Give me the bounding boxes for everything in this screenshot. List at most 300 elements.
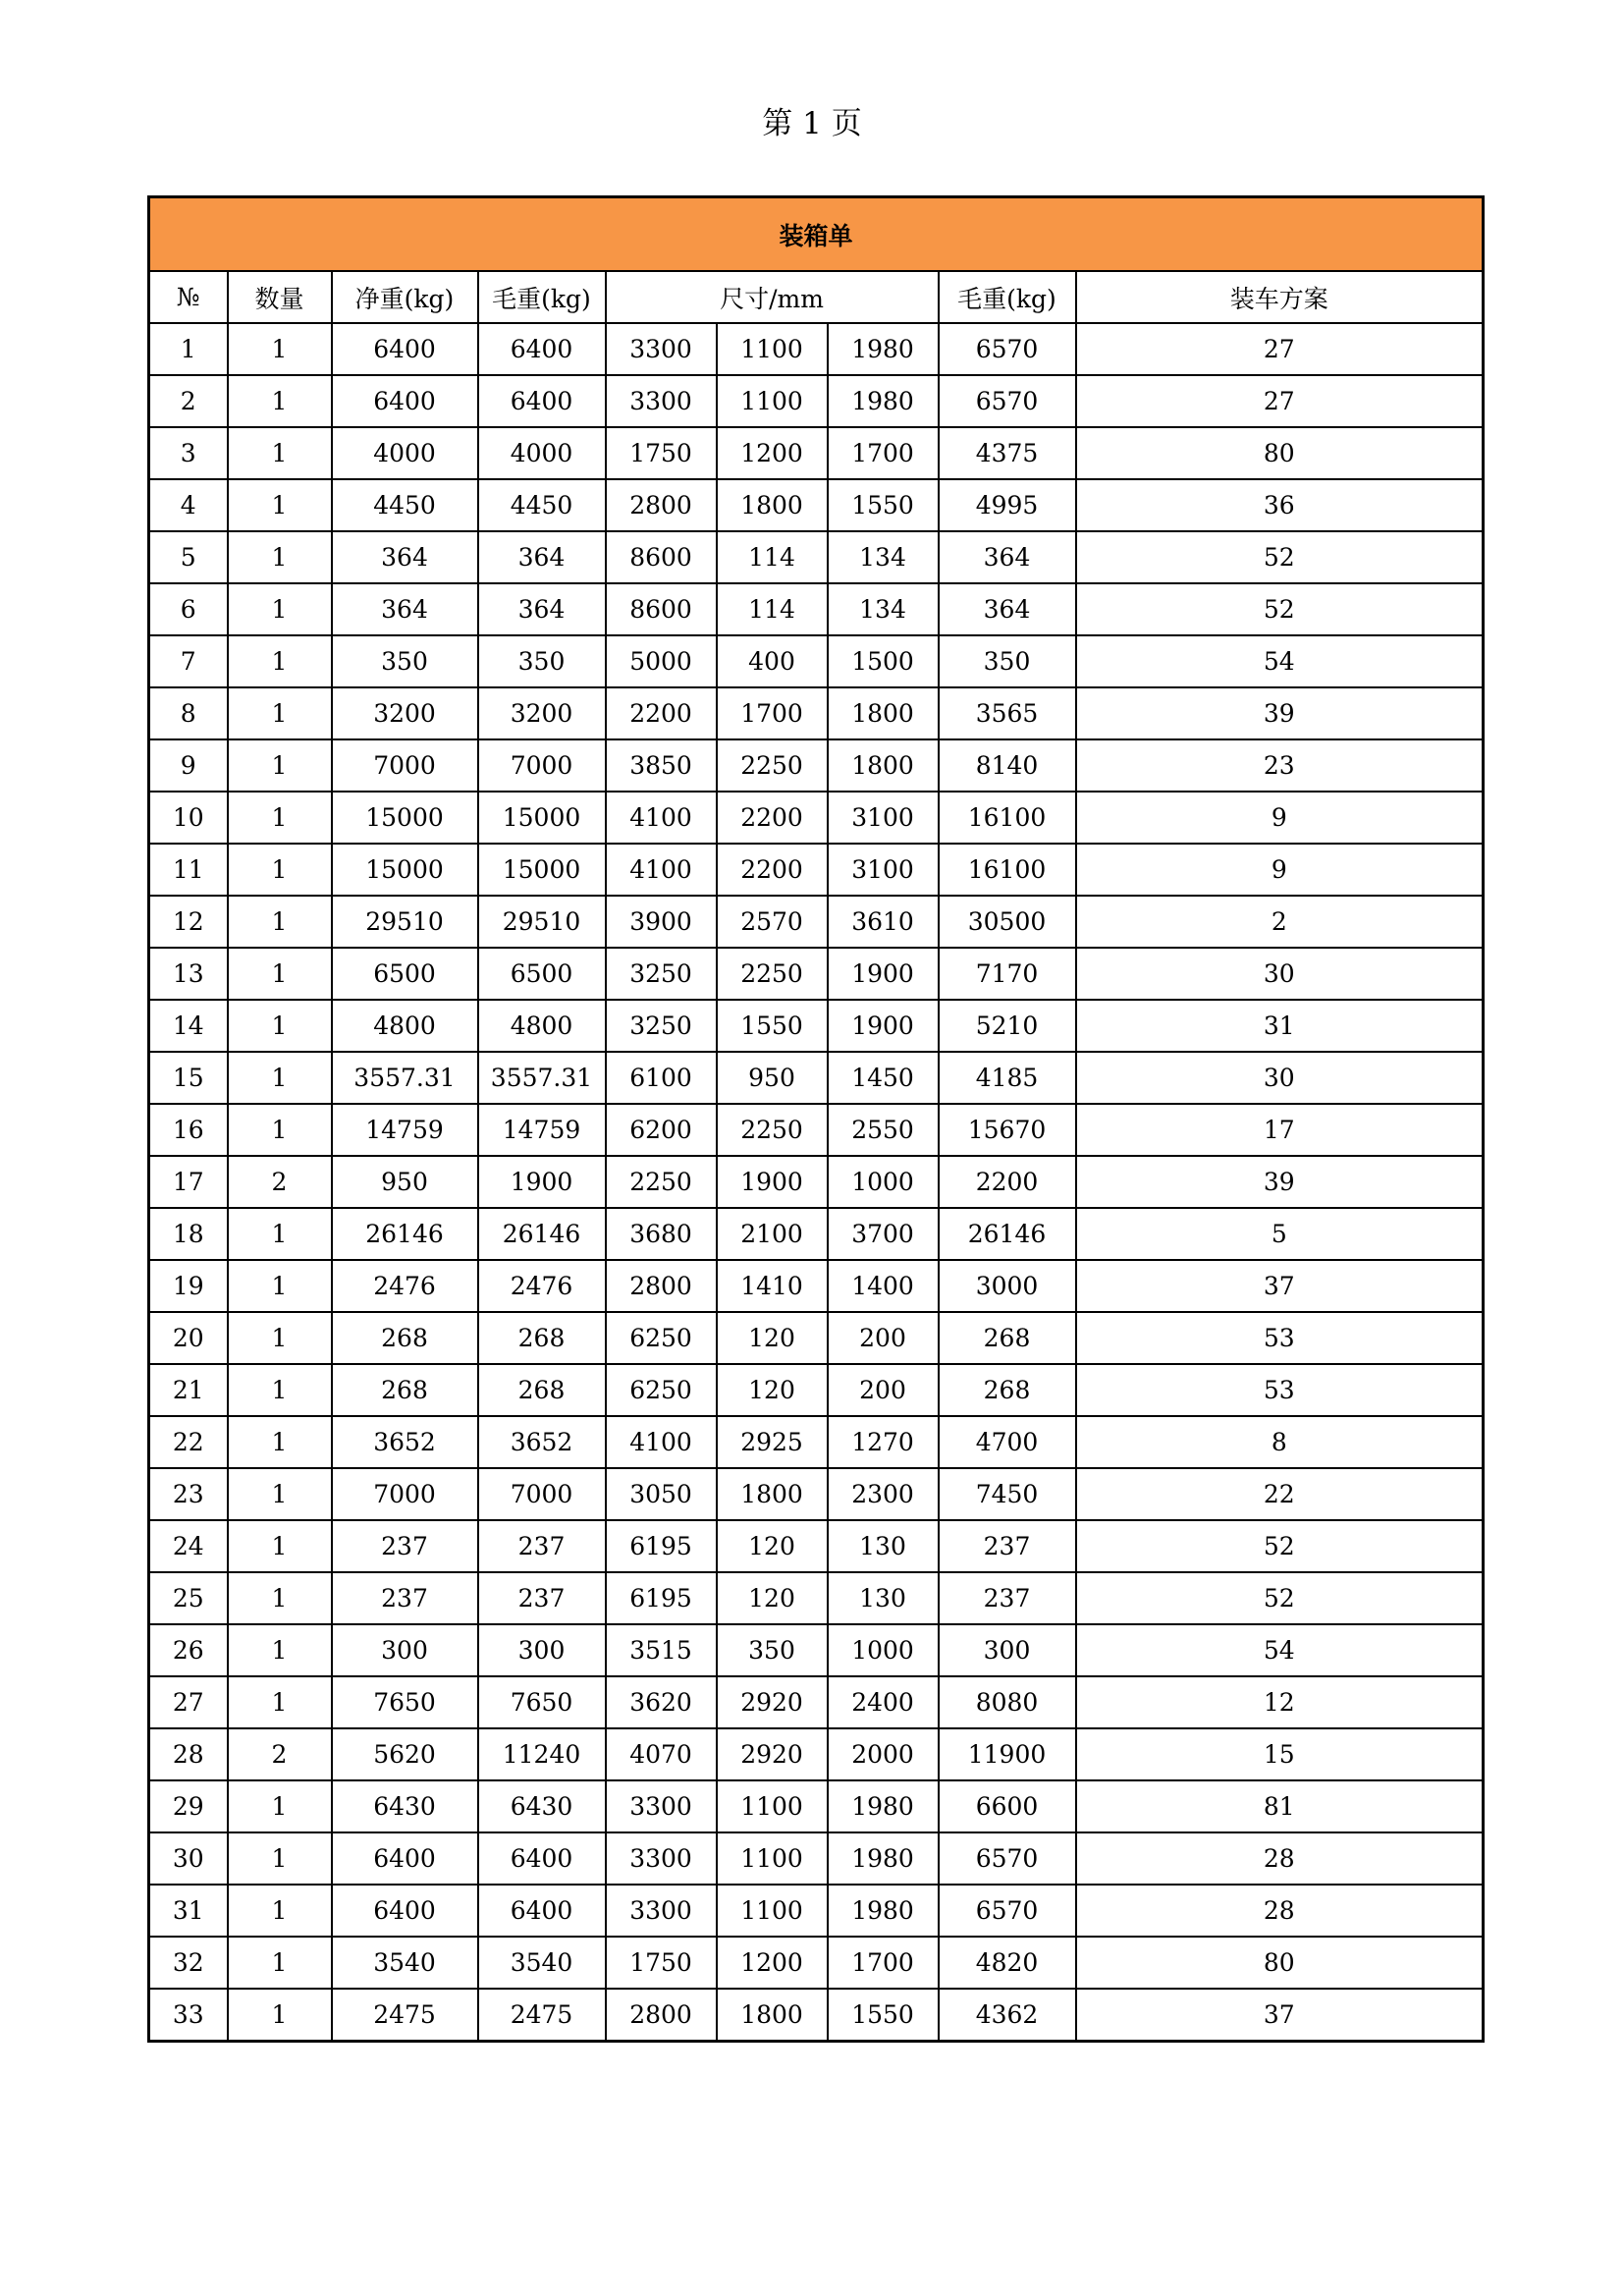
cell-loading-plan: 36 (1076, 479, 1484, 531)
cell-width: 1800 (717, 1989, 828, 2042)
header-gross-weight: 毛重(kg) (478, 271, 606, 323)
cell-length: 4070 (606, 1728, 717, 1780)
cell-loading-plan: 52 (1076, 531, 1484, 583)
cell-net-weight: 7000 (332, 739, 478, 792)
cell-net-weight: 3557.31 (332, 1052, 478, 1104)
table-row (149, 1312, 1484, 1364)
cell-width: 1800 (717, 1468, 828, 1520)
cell-loading-plan: 30 (1076, 1052, 1484, 1104)
table-row (149, 1364, 1484, 1416)
cell-quantity: 1 (228, 1000, 332, 1052)
table-row (149, 1260, 1484, 1312)
cell-height: 130 (828, 1572, 939, 1624)
cell-length: 3300 (606, 375, 717, 427)
cell-number: 4 (149, 479, 228, 531)
table-row (149, 427, 1484, 479)
cell-quantity: 1 (228, 844, 332, 896)
cell-quantity: 1 (228, 687, 332, 739)
cell-width: 120 (717, 1312, 828, 1364)
cell-loading-plan: 37 (1076, 1989, 1484, 2042)
cell-length: 3300 (606, 323, 717, 375)
cell-loading-plan: 31 (1076, 1000, 1484, 1052)
header-quantity: 数量 (228, 271, 332, 323)
cell-quantity: 1 (228, 1520, 332, 1572)
cell-gross-weight-2: 268 (939, 1312, 1076, 1364)
cell-height: 1900 (828, 1000, 939, 1052)
cell-width: 1100 (717, 1885, 828, 1937)
cell-length: 4100 (606, 1416, 717, 1468)
cell-height: 200 (828, 1364, 939, 1416)
cell-length: 4100 (606, 792, 717, 844)
cell-quantity: 1 (228, 479, 332, 531)
header-loading-plan: 装车方案 (1076, 271, 1484, 323)
cell-height: 1900 (828, 948, 939, 1000)
table-row (149, 1156, 1484, 1208)
cell-quantity: 1 (228, 427, 332, 479)
cell-quantity: 1 (228, 1624, 332, 1676)
cell-gross-weight: 364 (478, 583, 606, 635)
cell-width: 400 (717, 635, 828, 687)
cell-length: 2800 (606, 479, 717, 531)
table-row (149, 531, 1484, 583)
cell-number: 9 (149, 739, 228, 792)
cell-loading-plan: 53 (1076, 1312, 1484, 1364)
cell-loading-plan: 52 (1076, 1520, 1484, 1572)
cell-gross-weight-2: 30500 (939, 896, 1076, 948)
cell-width: 2100 (717, 1208, 828, 1260)
cell-loading-plan: 27 (1076, 323, 1484, 375)
cell-number: 12 (149, 896, 228, 948)
cell-gross-weight: 6400 (478, 1885, 606, 1937)
cell-quantity: 1 (228, 1832, 332, 1885)
cell-loading-plan: 23 (1076, 739, 1484, 792)
cell-gross-weight-2: 268 (939, 1364, 1076, 1416)
cell-quantity: 1 (228, 792, 332, 844)
cell-gross-weight-2: 16100 (939, 792, 1076, 844)
cell-length: 2800 (606, 1989, 717, 2042)
cell-loading-plan: 27 (1076, 375, 1484, 427)
cell-length: 1750 (606, 1937, 717, 1989)
table-title-row (149, 197, 1484, 272)
cell-gross-weight: 6500 (478, 948, 606, 1000)
cell-length: 3620 (606, 1676, 717, 1728)
cell-length: 8600 (606, 531, 717, 583)
cell-quantity: 1 (228, 635, 332, 687)
cell-height: 2550 (828, 1104, 939, 1156)
cell-length: 2200 (606, 687, 717, 739)
cell-length: 3050 (606, 1468, 717, 1520)
cell-net-weight: 6400 (332, 1885, 478, 1937)
cell-gross-weight-2: 11900 (939, 1728, 1076, 1780)
cell-gross-weight-2: 350 (939, 635, 1076, 687)
cell-width: 2920 (717, 1728, 828, 1780)
table-body (149, 323, 1484, 2042)
cell-number: 19 (149, 1260, 228, 1312)
cell-gross-weight-2: 6570 (939, 323, 1076, 375)
table-row (149, 896, 1484, 948)
cell-number: 8 (149, 687, 228, 739)
table-row (149, 635, 1484, 687)
cell-gross-weight: 364 (478, 531, 606, 583)
cell-gross-weight-2: 4375 (939, 427, 1076, 479)
cell-height: 1270 (828, 1416, 939, 1468)
cell-width: 2920 (717, 1676, 828, 1728)
table-row (149, 1885, 1484, 1937)
cell-net-weight: 14759 (332, 1104, 478, 1156)
cell-net-weight: 6400 (332, 1832, 478, 1885)
cell-width: 120 (717, 1572, 828, 1624)
cell-height: 1800 (828, 687, 939, 739)
cell-gross-weight: 4000 (478, 427, 606, 479)
cell-gross-weight: 2475 (478, 1989, 606, 2042)
table-row (149, 687, 1484, 739)
cell-height: 2000 (828, 1728, 939, 1780)
cell-quantity: 1 (228, 1312, 332, 1364)
table-row (149, 1676, 1484, 1728)
table-row (149, 1208, 1484, 1260)
cell-number: 24 (149, 1520, 228, 1572)
cell-gross-weight: 300 (478, 1624, 606, 1676)
cell-gross-weight-2: 6570 (939, 1832, 1076, 1885)
cell-net-weight: 7650 (332, 1676, 478, 1728)
cell-loading-plan: 15 (1076, 1728, 1484, 1780)
cell-gross-weight: 268 (478, 1312, 606, 1364)
table-row (149, 1520, 1484, 1572)
cell-gross-weight: 6400 (478, 1832, 606, 1885)
cell-height: 1700 (828, 427, 939, 479)
cell-loading-plan: 5 (1076, 1208, 1484, 1260)
cell-height: 134 (828, 531, 939, 583)
cell-height: 1800 (828, 739, 939, 792)
table-row (149, 844, 1484, 896)
cell-gross-weight: 6430 (478, 1780, 606, 1832)
header-number: № (149, 271, 228, 323)
cell-height: 1000 (828, 1156, 939, 1208)
cell-number: 1 (149, 323, 228, 375)
cell-gross-weight-2: 237 (939, 1520, 1076, 1572)
cell-net-weight: 268 (332, 1364, 478, 1416)
cell-quantity: 1 (228, 1676, 332, 1728)
page-number: 第 1 页 (762, 106, 862, 141)
cell-length: 3900 (606, 896, 717, 948)
cell-net-weight: 3200 (332, 687, 478, 739)
cell-height: 1550 (828, 1989, 939, 2042)
cell-net-weight: 15000 (332, 792, 478, 844)
cell-width: 350 (717, 1624, 828, 1676)
table-row (149, 792, 1484, 844)
cell-quantity: 1 (228, 1208, 332, 1260)
cell-gross-weight-2: 364 (939, 583, 1076, 635)
table-header-row (149, 271, 1484, 323)
cell-net-weight: 29510 (332, 896, 478, 948)
cell-length: 4100 (606, 844, 717, 896)
cell-gross-weight: 3652 (478, 1416, 606, 1468)
cell-length: 6250 (606, 1364, 717, 1416)
cell-quantity: 1 (228, 1260, 332, 1312)
cell-gross-weight: 15000 (478, 792, 606, 844)
cell-gross-weight-2: 2200 (939, 1156, 1076, 1208)
header-dimensions: 尺寸/mm (606, 271, 939, 323)
table-title: 装箱单 (149, 197, 1484, 272)
cell-number: 31 (149, 1885, 228, 1937)
table-row (149, 1416, 1484, 1468)
cell-number: 14 (149, 1000, 228, 1052)
cell-net-weight: 6400 (332, 323, 478, 375)
table-row (149, 1624, 1484, 1676)
cell-net-weight: 4800 (332, 1000, 478, 1052)
cell-gross-weight-2: 4995 (939, 479, 1076, 531)
cell-height: 1500 (828, 635, 939, 687)
table-row (149, 1832, 1484, 1885)
cell-gross-weight: 3557.31 (478, 1052, 606, 1104)
table-row (149, 375, 1484, 427)
cell-height: 3610 (828, 896, 939, 948)
cell-width: 2925 (717, 1416, 828, 1468)
cell-height: 1400 (828, 1260, 939, 1312)
cell-loading-plan: 52 (1076, 1572, 1484, 1624)
cell-number: 30 (149, 1832, 228, 1885)
cell-gross-weight: 237 (478, 1520, 606, 1572)
cell-width: 114 (717, 531, 828, 583)
cell-number: 25 (149, 1572, 228, 1624)
cell-number: 16 (149, 1104, 228, 1156)
cell-quantity: 1 (228, 1468, 332, 1520)
cell-number: 26 (149, 1624, 228, 1676)
cell-number: 18 (149, 1208, 228, 1260)
cell-width: 1550 (717, 1000, 828, 1052)
cell-number: 33 (149, 1989, 228, 2042)
cell-net-weight: 237 (332, 1520, 478, 1572)
table-row (149, 1468, 1484, 1520)
cell-quantity: 1 (228, 1885, 332, 1937)
cell-number: 22 (149, 1416, 228, 1468)
cell-net-weight: 950 (332, 1156, 478, 1208)
cell-loading-plan: 39 (1076, 1156, 1484, 1208)
cell-width: 1800 (717, 479, 828, 531)
table-row (149, 1728, 1484, 1780)
cell-loading-plan: 37 (1076, 1260, 1484, 1312)
cell-quantity: 2 (228, 1156, 332, 1208)
cell-height: 1980 (828, 375, 939, 427)
cell-number: 3 (149, 427, 228, 479)
cell-net-weight: 364 (332, 583, 478, 635)
cell-net-weight: 15000 (332, 844, 478, 896)
cell-width: 1100 (717, 1832, 828, 1885)
cell-height: 1980 (828, 1832, 939, 1885)
cell-gross-weight: 237 (478, 1572, 606, 1624)
cell-gross-weight-2: 7450 (939, 1468, 1076, 1520)
cell-net-weight: 3540 (332, 1937, 478, 1989)
cell-number: 13 (149, 948, 228, 1000)
cell-quantity: 2 (228, 1728, 332, 1780)
table-row (149, 1989, 1484, 2042)
table-row (149, 948, 1484, 1000)
cell-loading-plan: 81 (1076, 1780, 1484, 1832)
cell-loading-plan: 30 (1076, 948, 1484, 1000)
cell-length: 2800 (606, 1260, 717, 1312)
cell-net-weight: 4450 (332, 479, 478, 531)
cell-width: 1700 (717, 687, 828, 739)
cell-net-weight: 2476 (332, 1260, 478, 1312)
cell-length: 3850 (606, 739, 717, 792)
cell-gross-weight-2: 4820 (939, 1937, 1076, 1989)
cell-gross-weight-2: 4185 (939, 1052, 1076, 1104)
cell-net-weight: 6500 (332, 948, 478, 1000)
cell-quantity: 1 (228, 1364, 332, 1416)
cell-length: 6195 (606, 1572, 717, 1624)
cell-height: 1980 (828, 1780, 939, 1832)
cell-net-weight: 268 (332, 1312, 478, 1364)
cell-gross-weight-2: 8080 (939, 1676, 1076, 1728)
cell-gross-weight: 2476 (478, 1260, 606, 1312)
cell-width: 120 (717, 1364, 828, 1416)
cell-number: 20 (149, 1312, 228, 1364)
cell-length: 3680 (606, 1208, 717, 1260)
cell-gross-weight: 6400 (478, 375, 606, 427)
cell-height: 1550 (828, 479, 939, 531)
cell-gross-weight: 29510 (478, 896, 606, 948)
cell-gross-weight-2: 6570 (939, 1885, 1076, 1937)
cell-net-weight: 7000 (332, 1468, 478, 1520)
cell-gross-weight-2: 4700 (939, 1416, 1076, 1468)
cell-gross-weight-2: 8140 (939, 739, 1076, 792)
cell-loading-plan: 17 (1076, 1104, 1484, 1156)
cell-gross-weight: 14759 (478, 1104, 606, 1156)
cell-length: 6200 (606, 1104, 717, 1156)
cell-gross-weight-2: 3565 (939, 687, 1076, 739)
cell-width: 1900 (717, 1156, 828, 1208)
cell-width: 1100 (717, 323, 828, 375)
cell-length: 3300 (606, 1885, 717, 1937)
cell-gross-weight-2: 5210 (939, 1000, 1076, 1052)
cell-loading-plan: 28 (1076, 1885, 1484, 1937)
cell-loading-plan: 39 (1076, 687, 1484, 739)
table-row (149, 1052, 1484, 1104)
cell-loading-plan: 52 (1076, 583, 1484, 635)
cell-number: 27 (149, 1676, 228, 1728)
cell-quantity: 1 (228, 1989, 332, 2042)
cell-quantity: 1 (228, 1937, 332, 1989)
cell-gross-weight-2: 237 (939, 1572, 1076, 1624)
cell-width: 114 (717, 583, 828, 635)
cell-gross-weight: 15000 (478, 844, 606, 896)
cell-number: 5 (149, 531, 228, 583)
cell-loading-plan: 54 (1076, 635, 1484, 687)
table-row (149, 1937, 1484, 1989)
cell-quantity: 1 (228, 323, 332, 375)
table-row (149, 1104, 1484, 1156)
cell-width: 1200 (717, 427, 828, 479)
cell-width: 2250 (717, 1104, 828, 1156)
cell-net-weight: 2475 (332, 1989, 478, 2042)
cell-quantity: 1 (228, 375, 332, 427)
table-row (149, 1572, 1484, 1624)
cell-width: 1410 (717, 1260, 828, 1312)
cell-number: 21 (149, 1364, 228, 1416)
cell-length: 5000 (606, 635, 717, 687)
cell-gross-weight: 4450 (478, 479, 606, 531)
cell-quantity: 1 (228, 896, 332, 948)
cell-gross-weight-2: 3000 (939, 1260, 1076, 1312)
cell-height: 1980 (828, 1885, 939, 1937)
cell-gross-weight: 268 (478, 1364, 606, 1416)
cell-net-weight: 6430 (332, 1780, 478, 1832)
cell-loading-plan: 80 (1076, 427, 1484, 479)
cell-quantity: 1 (228, 948, 332, 1000)
cell-length: 6100 (606, 1052, 717, 1104)
cell-loading-plan: 80 (1076, 1937, 1484, 1989)
cell-height: 3100 (828, 844, 939, 896)
cell-net-weight: 364 (332, 531, 478, 583)
cell-loading-plan: 9 (1076, 844, 1484, 896)
table-row (149, 1780, 1484, 1832)
table-row (149, 323, 1484, 375)
cell-gross-weight: 7000 (478, 739, 606, 792)
cell-gross-weight: 4800 (478, 1000, 606, 1052)
cell-width: 2570 (717, 896, 828, 948)
cell-net-weight: 350 (332, 635, 478, 687)
cell-number: 10 (149, 792, 228, 844)
cell-width: 950 (717, 1052, 828, 1104)
cell-quantity: 1 (228, 1416, 332, 1468)
cell-length: 3300 (606, 1832, 717, 1885)
cell-number: 15 (149, 1052, 228, 1104)
cell-height: 1000 (828, 1624, 939, 1676)
cell-height: 1450 (828, 1052, 939, 1104)
cell-height: 1980 (828, 323, 939, 375)
cell-gross-weight-2: 26146 (939, 1208, 1076, 1260)
cell-length: 3250 (606, 1000, 717, 1052)
cell-length: 6195 (606, 1520, 717, 1572)
cell-quantity: 1 (228, 583, 332, 635)
cell-width: 2250 (717, 948, 828, 1000)
cell-gross-weight: 6400 (478, 323, 606, 375)
cell-gross-weight: 11240 (478, 1728, 606, 1780)
cell-loading-plan: 22 (1076, 1468, 1484, 1520)
cell-quantity: 1 (228, 739, 332, 792)
cell-height: 130 (828, 1520, 939, 1572)
cell-length: 3250 (606, 948, 717, 1000)
cell-gross-weight: 3540 (478, 1937, 606, 1989)
cell-loading-plan: 8 (1076, 1416, 1484, 1468)
cell-quantity: 1 (228, 1572, 332, 1624)
cell-loading-plan: 28 (1076, 1832, 1484, 1885)
cell-width: 1100 (717, 1780, 828, 1832)
cell-number: 23 (149, 1468, 228, 1520)
cell-loading-plan: 2 (1076, 896, 1484, 948)
cell-quantity: 1 (228, 1780, 332, 1832)
cell-width: 2200 (717, 844, 828, 896)
cell-length: 8600 (606, 583, 717, 635)
cell-length: 2250 (606, 1156, 717, 1208)
cell-gross-weight: 1900 (478, 1156, 606, 1208)
table-row (149, 479, 1484, 531)
cell-number: 29 (149, 1780, 228, 1832)
cell-net-weight: 3652 (332, 1416, 478, 1468)
cell-net-weight: 237 (332, 1572, 478, 1624)
cell-length: 6250 (606, 1312, 717, 1364)
cell-height: 3700 (828, 1208, 939, 1260)
cell-gross-weight: 7650 (478, 1676, 606, 1728)
cell-gross-weight-2: 4362 (939, 1989, 1076, 2042)
table-row (149, 739, 1484, 792)
cell-gross-weight: 3200 (478, 687, 606, 739)
cell-length: 1750 (606, 427, 717, 479)
cell-length: 3515 (606, 1624, 717, 1676)
cell-net-weight: 6400 (332, 375, 478, 427)
cell-height: 2300 (828, 1468, 939, 1520)
cell-height: 1700 (828, 1937, 939, 1989)
